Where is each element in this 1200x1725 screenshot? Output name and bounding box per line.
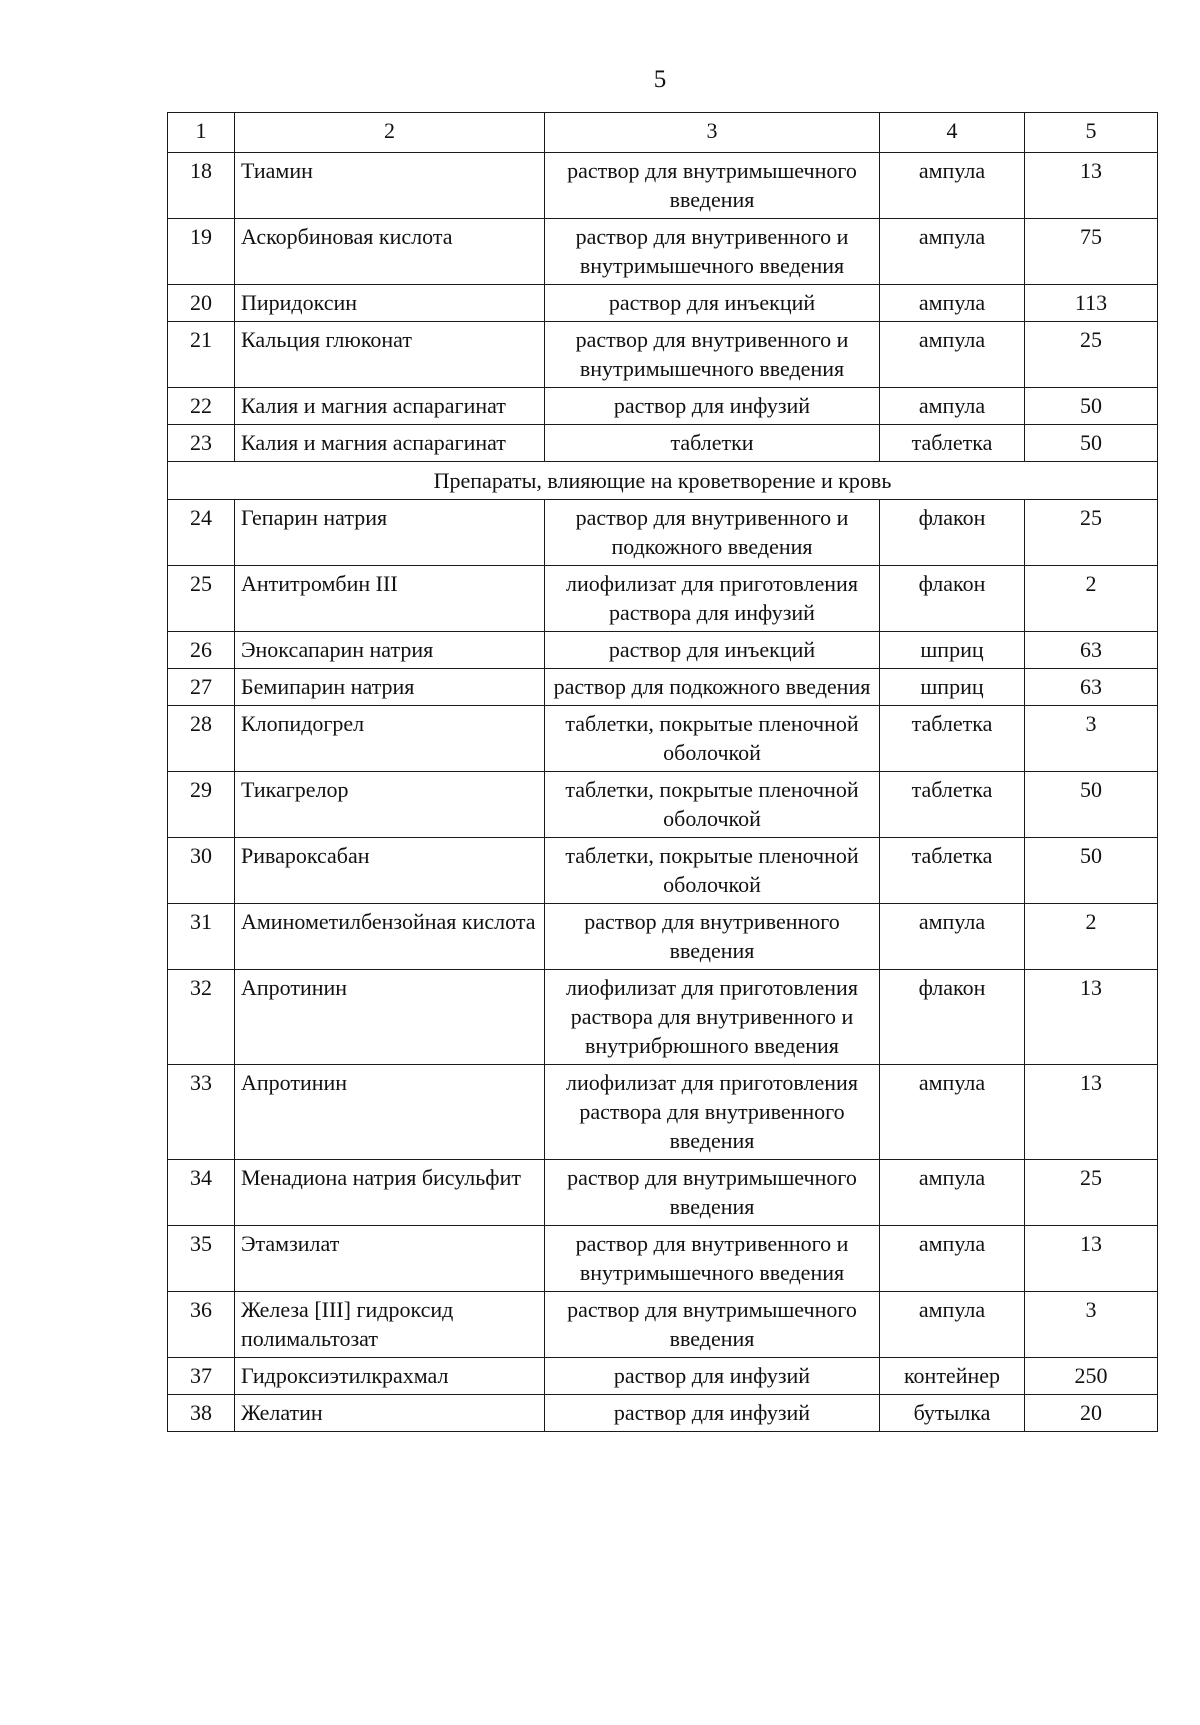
unit-cell: ампула — [880, 904, 1025, 970]
dosage-form-cell: таблетки, покрытые пленочной оболочкой — [545, 772, 880, 838]
table-row — [168, 1358, 1158, 1395]
dosage-form-cell: раствор для подкожного введения — [545, 669, 880, 706]
dosage-form-cell: раствор для инфузий — [545, 388, 880, 425]
unit-cell: таблетка — [880, 425, 1025, 462]
dosage-form-cell: таблетки, покрытые пленочной оболочкой — [545, 706, 880, 772]
unit-cell: ампула — [880, 322, 1025, 388]
dosage-form-cell: раствор для внутривенного и внутримышечного введения — [545, 219, 880, 285]
dosage-form-cell: раствор для внутривенного и подкожного введения — [545, 500, 880, 566]
row-number-cell: 19 — [168, 219, 235, 285]
dosage-form-cell: раствор для внутримышечного введения — [545, 153, 880, 219]
drug-name-cell: Калия и магния аспарагинат — [235, 388, 545, 425]
table-header-row — [168, 113, 1158, 153]
drug-name-cell: Аскорбиновая кислота — [235, 219, 545, 285]
drug-name-cell: Ривароксабан — [235, 838, 545, 904]
quantity-cell: 63 — [1025, 669, 1158, 706]
dosage-form-cell: лиофилизат для приготовления раствора для инфузий — [545, 566, 880, 632]
row-number-cell: 22 — [168, 388, 235, 425]
drug-name-cell: Гидроксиэтилкрахмал — [235, 1358, 545, 1395]
table-row — [168, 970, 1158, 1065]
table-row — [168, 1226, 1158, 1292]
row-number-cell: 21 — [168, 322, 235, 388]
unit-cell: ампула — [880, 388, 1025, 425]
dosage-form-cell: лиофилизат для приготовления раствора для внутривенного и внутрибрюшного введения — [545, 970, 880, 1065]
quantity-cell: 3 — [1025, 1292, 1158, 1358]
row-number-cell: 29 — [168, 772, 235, 838]
drug-name-cell: Менадиона натрия бисульфит — [235, 1160, 545, 1226]
drug-name-cell: Апротинин — [235, 970, 545, 1065]
header-cell-unit: 4 — [880, 113, 1025, 153]
quantity-cell: 113 — [1025, 285, 1158, 322]
unit-cell: флакон — [880, 500, 1025, 566]
unit-cell: ампула — [880, 1226, 1025, 1292]
quantity-cell: 50 — [1025, 772, 1158, 838]
drug-name-cell: Гепарин натрия — [235, 500, 545, 566]
row-number-cell: 34 — [168, 1160, 235, 1226]
table-row — [168, 219, 1158, 285]
header-cell-form: 3 — [545, 113, 880, 153]
page-number: 5 — [653, 66, 667, 93]
table-row — [168, 322, 1158, 388]
drug-name-cell: Калия и магния аспарагинат — [235, 425, 545, 462]
drug-name-cell: Тиамин — [235, 153, 545, 219]
dosage-form-cell: таблетки — [545, 425, 880, 462]
unit-cell: ампула — [880, 1160, 1025, 1226]
row-number-cell: 38 — [168, 1395, 235, 1432]
table-row — [168, 772, 1158, 838]
table-row — [168, 1395, 1158, 1432]
dosage-form-cell: раствор для внутримышечного введения — [545, 1292, 880, 1358]
quantity-cell: 13 — [1025, 970, 1158, 1065]
drug-name-cell: Железа [III] гидроксид полимальтозат — [235, 1292, 545, 1358]
quantity-cell: 75 — [1025, 219, 1158, 285]
row-number-cell: 30 — [168, 838, 235, 904]
drug-name-cell: Аминометилбензойная кислота — [235, 904, 545, 970]
row-number-cell: 33 — [168, 1065, 235, 1160]
header-cell-name: 2 — [235, 113, 545, 153]
row-number-cell: 24 — [168, 500, 235, 566]
dosage-form-cell: раствор для инфузий — [545, 1395, 880, 1432]
unit-cell: бутылка — [880, 1395, 1025, 1432]
header-cell-quantity: 5 — [1025, 113, 1158, 153]
table-row — [168, 706, 1158, 772]
quantity-cell: 63 — [1025, 632, 1158, 669]
header-cell-number: 1 — [168, 113, 235, 153]
unit-cell: шприц — [880, 632, 1025, 669]
row-number-cell: 37 — [168, 1358, 235, 1395]
unit-cell: ампула — [880, 1292, 1025, 1358]
drug-name-cell: Эноксапарин натрия — [235, 632, 545, 669]
unit-cell: контейнер — [880, 1358, 1025, 1395]
row-number-cell: 27 — [168, 669, 235, 706]
drug-table-body — [168, 113, 1158, 1432]
drug-name-cell: Кальция глюконат — [235, 322, 545, 388]
unit-cell: ампула — [880, 1065, 1025, 1160]
dosage-form-cell: раствор для инъекций — [545, 285, 880, 322]
row-number-cell: 20 — [168, 285, 235, 322]
table-row — [168, 904, 1158, 970]
row-number-cell: 32 — [168, 970, 235, 1065]
dosage-form-cell: лиофилизат для приготовления раствора для внутривенного введения — [545, 1065, 880, 1160]
row-number-cell: 18 — [168, 153, 235, 219]
row-number-cell: 28 — [168, 706, 235, 772]
unit-cell: шприц — [880, 669, 1025, 706]
dosage-form-cell: таблетки, покрытые пленочной оболочкой — [545, 838, 880, 904]
drug-name-cell: Тикагрелор — [235, 772, 545, 838]
unit-cell: ампула — [880, 285, 1025, 322]
section-row — [168, 462, 1158, 500]
quantity-cell: 13 — [1025, 153, 1158, 219]
dosage-form-cell: раствор для инъекций — [545, 632, 880, 669]
row-number-cell: 25 — [168, 566, 235, 632]
drug-name-cell: Бемипарин натрия — [235, 669, 545, 706]
dosage-form-cell: раствор для внутривенного введения — [545, 904, 880, 970]
dosage-form-cell: раствор для внутримышечного введения — [545, 1160, 880, 1226]
table-row — [168, 838, 1158, 904]
quantity-cell: 2 — [1025, 904, 1158, 970]
drug-name-cell: Антитромбин III — [235, 566, 545, 632]
drug-name-cell: Желатин — [235, 1395, 545, 1432]
dosage-form-cell: раствор для внутривенного и внутримышечного введения — [545, 322, 880, 388]
row-number-cell: 36 — [168, 1292, 235, 1358]
table-row — [168, 500, 1158, 566]
drug-name-cell: Пиридоксин — [235, 285, 545, 322]
quantity-cell: 25 — [1025, 322, 1158, 388]
table-row — [168, 153, 1158, 219]
table-row — [168, 1065, 1158, 1160]
unit-cell: таблетка — [880, 838, 1025, 904]
table-row — [168, 632, 1158, 669]
row-number-cell: 23 — [168, 425, 235, 462]
dosage-form-cell: раствор для инфузий — [545, 1358, 880, 1395]
unit-cell: ампула — [880, 153, 1025, 219]
drug-table — [167, 112, 1158, 1432]
quantity-cell: 25 — [1025, 500, 1158, 566]
quantity-cell: 50 — [1025, 425, 1158, 462]
drug-name-cell: Клопидогрел — [235, 706, 545, 772]
table-row — [168, 566, 1158, 632]
unit-cell: таблетка — [880, 706, 1025, 772]
row-number-cell: 31 — [168, 904, 235, 970]
table-row — [168, 388, 1158, 425]
quantity-cell: 50 — [1025, 838, 1158, 904]
section-title: Препараты, влияющие на кроветворение и кровь — [168, 462, 1158, 500]
drug-name-cell: Апротинин — [235, 1065, 545, 1160]
quantity-cell: 250 — [1025, 1358, 1158, 1395]
quantity-cell: 2 — [1025, 566, 1158, 632]
unit-cell: ампула — [880, 219, 1025, 285]
table-row — [168, 425, 1158, 462]
quantity-cell: 50 — [1025, 388, 1158, 425]
quantity-cell: 13 — [1025, 1226, 1158, 1292]
unit-cell: флакон — [880, 970, 1025, 1065]
row-number-cell: 26 — [168, 632, 235, 669]
quantity-cell: 25 — [1025, 1160, 1158, 1226]
row-number-cell: 35 — [168, 1226, 235, 1292]
quantity-cell: 20 — [1025, 1395, 1158, 1432]
unit-cell: флакон — [880, 566, 1025, 632]
drug-name-cell: Этамзилат — [235, 1226, 545, 1292]
dosage-form-cell: раствор для внутривенного и внутримышечного введения — [545, 1226, 880, 1292]
quantity-cell: 3 — [1025, 706, 1158, 772]
table-row — [168, 1160, 1158, 1226]
table-row — [168, 285, 1158, 322]
table-row — [168, 669, 1158, 706]
table-row — [168, 1292, 1158, 1358]
quantity-cell: 13 — [1025, 1065, 1158, 1160]
unit-cell: таблетка — [880, 772, 1025, 838]
